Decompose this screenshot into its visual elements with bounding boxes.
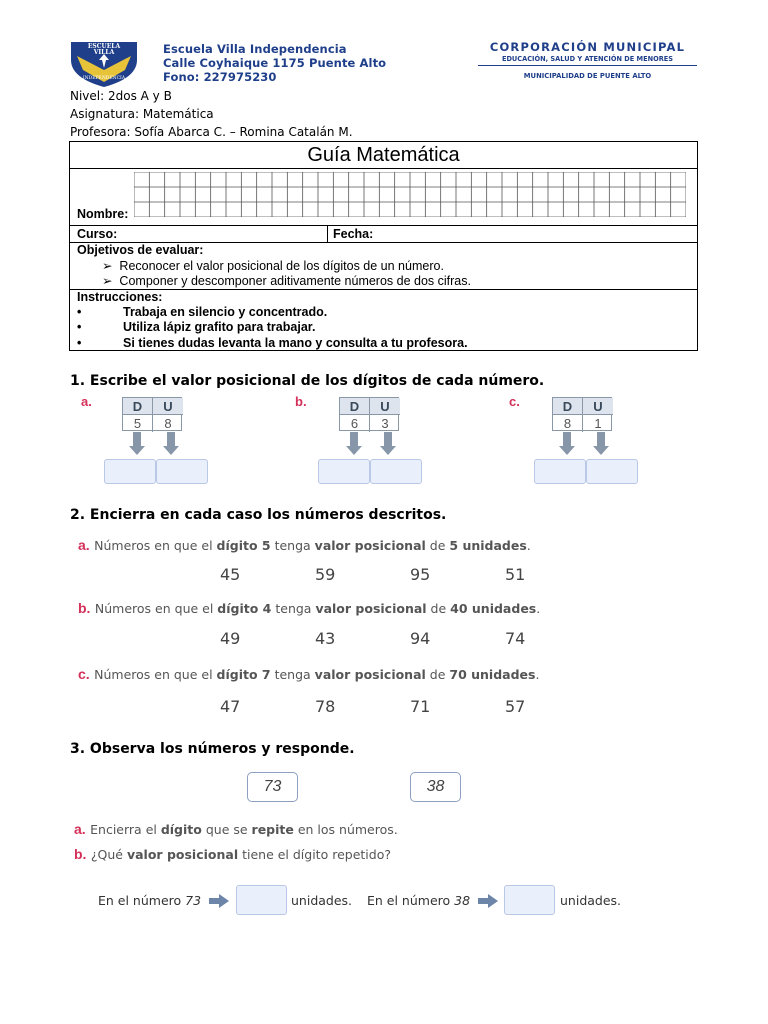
number-card: 38 [410,772,461,802]
q1-letter-a: a. [81,394,92,409]
number-option[interactable]: 45 [220,565,241,584]
du-head-d: D [123,398,153,415]
question-3-title: 3. Observa los números y responde. [70,741,355,757]
arrow-bullet-icon: ➢ [102,259,120,273]
q2-statement-a: a. Números en que el dígito 5 tenga valor posicional de 5 unidades. [78,537,531,553]
q3-answer-2-prefix: En el número 38 [367,893,471,908]
unidades-label: unidades. [560,893,622,908]
down-arrow-head-icon [129,446,145,455]
q2-statement-c: c. Números en que el dígito 7 tenga valor posicional de 70 unidades. [78,666,540,682]
student-info-table [69,141,698,351]
down-arrow-icon [384,432,392,446]
answer-box[interactable] [534,459,586,484]
down-arrow-head-icon [559,446,575,455]
number-option[interactable]: 94 [410,629,431,648]
question-1-title: 1. Escribe el valor posicional de los dígitos de cada número. [70,373,545,389]
right-arrow-icon [209,898,219,904]
school-address: Calle Coyhaique 1175 Puente Alto [163,56,387,70]
down-arrow-icon [597,432,605,446]
nombre-grid-input[interactable] [134,172,686,217]
school-phone: Fono: 227975230 [163,70,277,84]
q3-statement-a: a. Encierra el dígito que se repite en los números. [74,821,398,837]
svg-text:INDEPENDENCIA: INDEPENDENCIA [82,76,126,81]
objetivo-item: ➢ Componer y descomponer aditivamente números de dos cifras. [102,274,471,288]
q1-letter-c: c. [509,394,520,409]
fecha-label: Fecha: [333,227,374,241]
corp-title: CORPORACIÓN MUNICIPAL [489,40,686,54]
du-table-c [552,397,612,431]
number-option[interactable]: 59 [315,565,336,584]
curso-fecha-row [70,226,697,243]
q1-letter-b: b. [295,394,307,409]
bullet-icon: • [77,336,82,350]
unidades-label: unidades. [291,893,353,908]
number-option[interactable]: 74 [505,629,526,648]
down-arrow-head-icon [163,446,179,455]
question-2-title: 2. Encierra en cada caso los números descritos. [70,507,447,523]
meta-asignatura: Asignatura: Matemática [70,107,214,121]
du-digit-u: 3 [381,416,389,431]
number-card: 73 [247,772,298,802]
page-title: Guía Matemática [70,142,697,169]
down-arrow-icon [167,432,175,446]
school-logo [69,40,139,88]
svg-text:VILLA: VILLA [93,49,115,56]
right-arrow-head-icon [488,894,498,908]
row-divider [327,226,328,242]
down-arrow-icon [563,432,571,446]
du-digit-d: 5 [123,415,153,432]
du-digit-d: 6 [340,415,370,432]
number-option[interactable]: 49 [220,629,241,648]
down-arrow-head-icon [593,446,609,455]
corp-divider [478,65,697,66]
objetivo-item: ➢ Reconocer el valor posicional de los dígitos de un número. [102,259,444,273]
down-arrow-head-icon [346,446,362,455]
answer-box[interactable] [318,459,370,484]
meta-profesora: Profesora: Sofía Abarca C. – Romina Catalán M. [70,125,353,139]
down-arrow-head-icon [380,446,396,455]
instruccion-item: • Trabaja en silencio y concentrado. [77,305,328,319]
down-arrow-icon [350,432,358,446]
nombre-label: Nombre: [77,207,129,221]
q2-statement-b: b. Números en que el dígito 4 tenga valor posicional de 40 unidades. [78,600,541,616]
bullet-icon: • [77,320,82,334]
du-head-u: U [583,398,613,415]
nombre-row [70,169,697,226]
right-arrow-head-icon [219,894,229,908]
du-digit-u: 8 [164,416,172,431]
instruccion-item: • Utiliza lápiz grafito para trabajar. [77,320,316,334]
du-head-u: U [370,398,400,415]
du-head-u: U [153,398,183,415]
objetivos-row [70,243,697,290]
school-name: Escuela Villa Independencia [163,42,347,56]
bullet-icon: • [77,305,82,319]
du-table-b [339,397,399,431]
right-arrow-icon [478,898,488,904]
corp-subtitle: EDUCACIÓN, SALUD Y ATENCIÓN DE MENORES [501,55,674,63]
q3-statement-b: b. ¿Qué valor posicional tiene el dígito repetido? [74,846,391,862]
number-option[interactable]: 51 [505,565,526,584]
number-option[interactable]: 43 [315,629,336,648]
answer-box[interactable] [586,459,638,484]
du-table-a [122,397,182,431]
q3-answer-1-prefix: En el número 73 [98,893,202,908]
answer-box[interactable] [236,885,287,915]
school-info [163,42,386,84]
objetivos-label: Objetivos de evaluar: [77,243,204,257]
number-option[interactable]: 57 [505,697,526,716]
instrucciones-label: Instrucciones: [77,290,163,304]
answer-box[interactable] [104,459,156,484]
svg-text:ESCUELA: ESCUELA [87,43,121,50]
du-head-d: D [553,398,583,415]
down-arrow-icon [133,432,141,446]
number-option[interactable]: 78 [315,697,336,716]
number-option[interactable]: 71 [410,697,431,716]
number-option[interactable]: 47 [220,697,241,716]
meta-nivel: Nivel: 2dos A y B [70,89,172,103]
curso-label: Curso: [77,227,118,241]
instrucciones-row [70,290,697,352]
number-option[interactable]: 95 [410,565,431,584]
arrow-bullet-icon: ➢ [102,274,120,288]
du-head-d: D [340,398,370,415]
corporacion-municipal-logo [470,40,705,80]
answer-box[interactable] [504,885,555,915]
instruccion-item: • Si tienes dudas levanta la mano y consulta a tu profesora. [77,336,468,350]
corp-municipality: MUNICIPALIDAD DE PUENTE ALTO [523,72,652,80]
answer-box[interactable] [370,459,422,484]
du-digit-u: 1 [594,416,602,431]
answer-box[interactable] [156,459,208,484]
du-digit-d: 8 [553,415,583,432]
